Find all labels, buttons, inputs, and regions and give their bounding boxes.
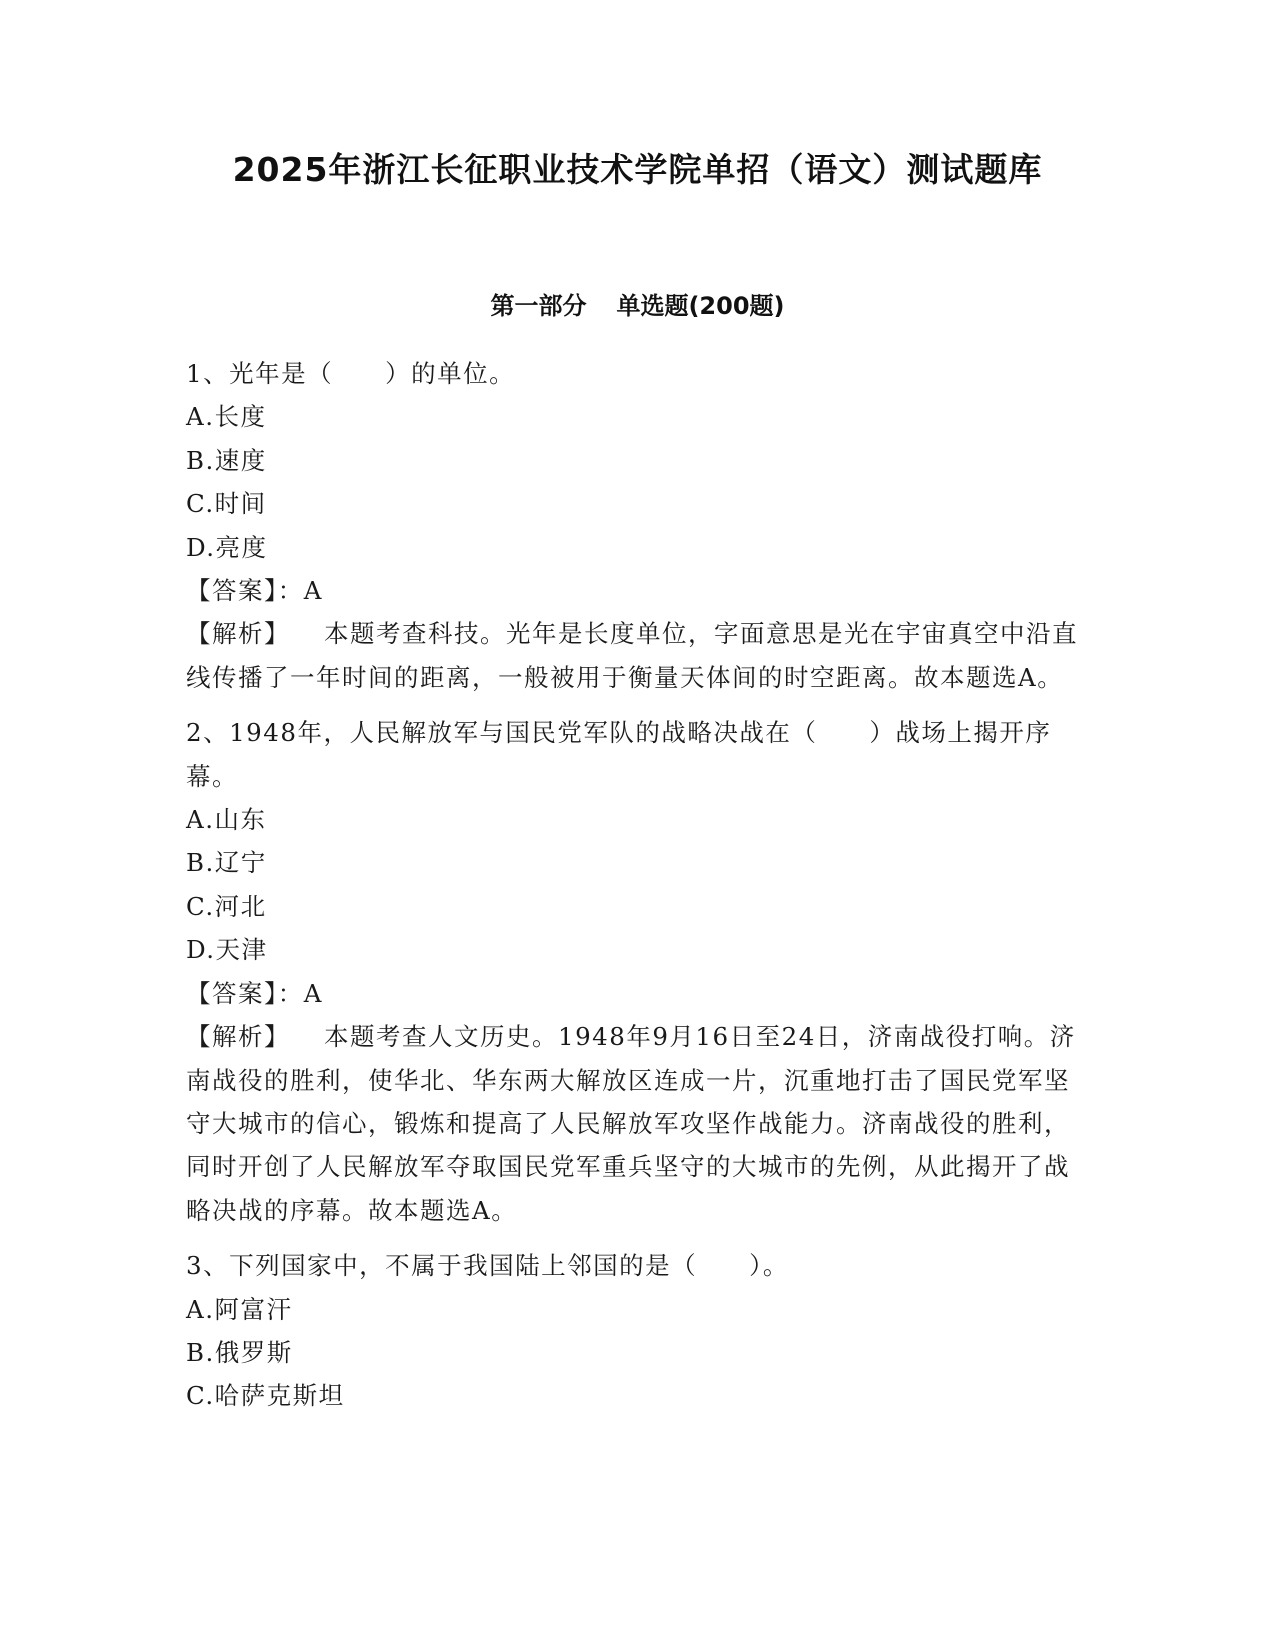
- analysis-paragraph: [186, 612, 1086, 699]
- option-a: A.山东: [186, 805, 267, 835]
- answer-label: 【答案】：: [186, 978, 304, 1008]
- question-stem: 2、1948年，人民解放军与国民党军队的战略决战在（ ）战场上揭开序幕。: [186, 718, 1052, 791]
- answer-label: 【答案】：: [186, 576, 304, 606]
- question-list: [186, 352, 1086, 1430]
- option-a: A.阿富汗: [186, 1294, 293, 1324]
- section-part: 第一部分: [490, 292, 587, 320]
- section-name: 单选题(200题): [616, 292, 785, 320]
- question-3: [186, 1244, 1086, 1418]
- question-2: [186, 711, 1086, 1232]
- option-b: B.辽宁: [186, 848, 267, 878]
- option-a: A.长度: [186, 402, 267, 432]
- analysis-text: 本题考查科技。光年是长度单位，字面意思是光在宇宙真空中沿直线传播了一年时间的距离，一般被用于衡量天体间的时空距离。故本题选A。: [186, 619, 1078, 692]
- answer-value: A: [303, 576, 323, 606]
- analysis-paragraph: [186, 1015, 1086, 1232]
- option-c: C.哈萨克斯坦: [186, 1381, 345, 1411]
- option-c: C.时间: [186, 489, 267, 519]
- question-stem: 1、光年是（ ）的单位。: [186, 359, 516, 388]
- document-title: 2025年浙江长征职业技术学院单招（语文）测试题库: [232, 150, 1043, 189]
- option-d: D.亮度: [186, 532, 268, 562]
- question-stem: 3、下列国家中，不属于我国陆上邻国的是（ ）。: [186, 1251, 789, 1281]
- answer-line: [186, 972, 1086, 1015]
- option-c: C.河北: [186, 891, 267, 921]
- option-b: B.俄罗斯: [186, 1337, 293, 1367]
- answer-line: [186, 569, 1086, 612]
- analysis-label: 【解析】: [186, 1022, 290, 1052]
- answer-value: A: [303, 978, 323, 1008]
- option-b: B.速度: [186, 445, 267, 475]
- analysis-text: 本题考查人文历史。1948年9月16日至24日，济南战役打响。济南战役的胜利，使华北、华东两大解放区连成一片，沉重地打击了国民党军坚守大城市的信心，锻炼和提高了人民解放军攻坚作战能力。济南战役的胜利，同时开创了人民解放军夺取国民党军重兵坚守的大城市的先例，从此揭开了战略决战的序幕。故本题选A。: [186, 1022, 1076, 1225]
- question-1: [186, 352, 1086, 699]
- analysis-label: 【解析】: [186, 619, 290, 649]
- option-d: D.天津: [186, 935, 268, 965]
- section-heading: [0, 288, 1275, 324]
